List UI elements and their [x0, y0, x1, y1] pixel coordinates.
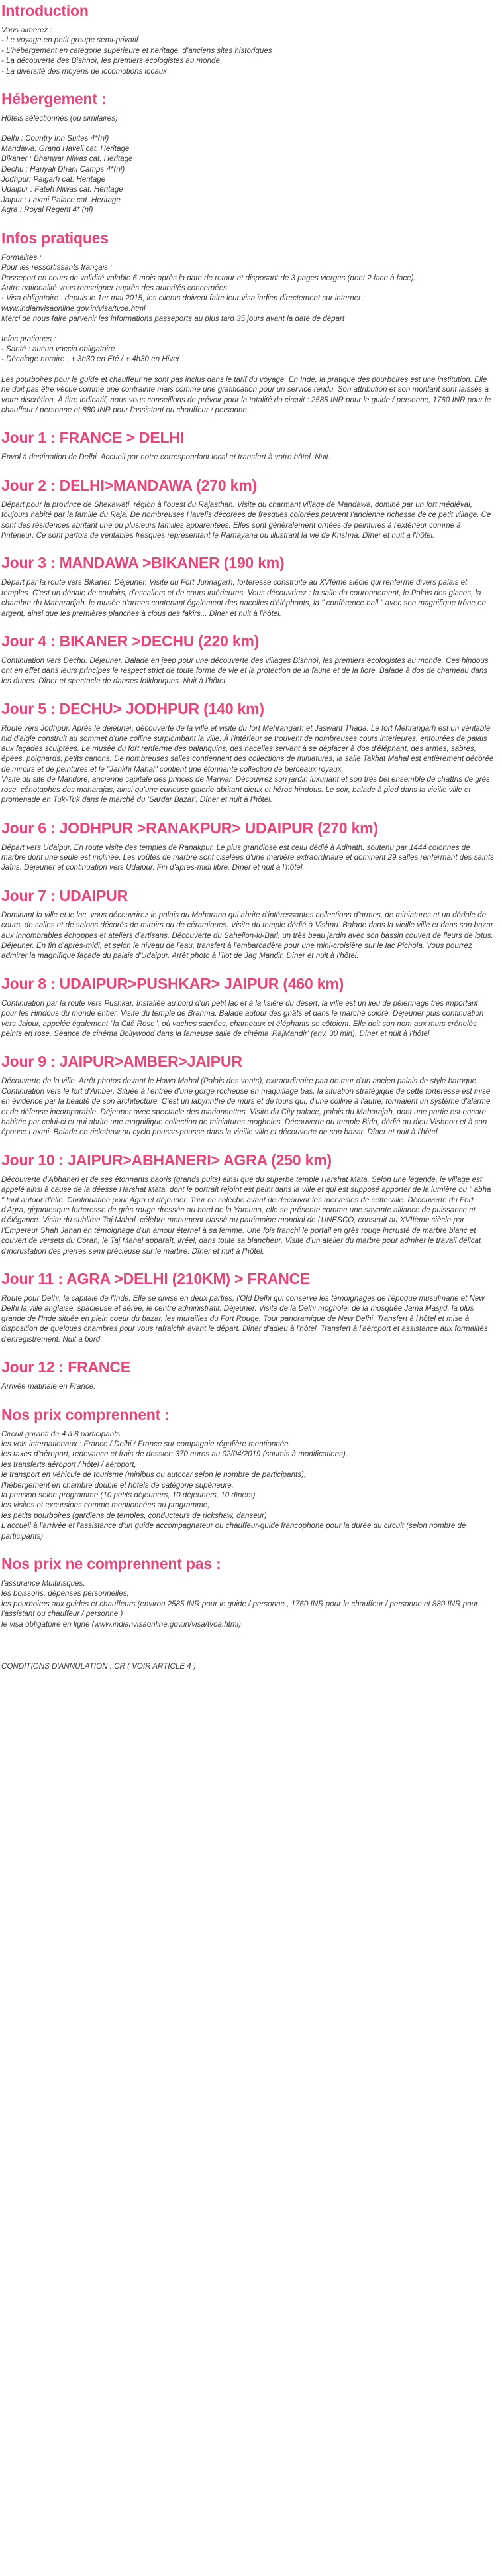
infos-formalites: Formalités : Pour les ressortissants français : Passeport en cours de validité valable 6 mois après la date de retour et disposant de 3 pages vierges (dont 2 face à face). Autre nationalité vous renseigner auprès des autorités concernées. - Visa obligatoire : depuis le 1er mai 2015, les clients doivent faire leur visa indien directement sur internet : www.indianvisaonline.gov.in/visa/tvoa.html Merci de nous faire parvenir les informations passeports au plus tard 35 jours avant la date de départ [1, 253, 416, 323]
day-text: Découverte de la ville. Arrêt photos devant le Hawa Mahal (Palais des vents), extraordinaire pan de mur d'un ancien palais de style baroque. Continuation vers le fort d'Amber. Située à l'entrée d'une gorge rocheuse en maquillage bas, la situation stratégique de cette forteresse est mise en évidence par la beauté de son architecture. C'est un labyrinthe de murs et de tours qui, d'une colline à l'autre, formaient un système d'alarme et de défense incomparable. Déjeuner avec spectacle des marionnettes. Visite du City palace, palais du Maharajah, dont une partie est encore habitée par celui-ci et qui abrite une magnifique collection de miniatures mogholes. Découverte du temple Birla, dédié au dieu Vishnou et à son épouse Laxmi. Balade en rickshaw ou cyclo pousse-pousse dans la vieille ville et découverte de son bazar. Dîner et nuit à l'hôtel. [1, 1077, 491, 1137]
day-title: Jour 2 : DELHI>MANDAWA (270 km) [1, 476, 257, 494]
day-title: Jour 1 : FRANCE > DELHI [1, 429, 184, 447]
day-text: Arrivée matinale en France. [1, 1382, 96, 1391]
day-8 [1, 974, 495, 1039]
day-title: Jour 12 : FRANCE [1, 1358, 130, 1376]
day-5 [1, 699, 495, 805]
day-12 [1, 1358, 495, 1391]
hebergement-subtitle: Hôtels sélectionnés (ou similaires) [1, 114, 118, 123]
day-text: Continuation par la route vers Pushkar. Installée au bord d'un petit lac et à la lisière du désert, la ville est un lieu de pèlerinage très important pour les Hindous du monde entier. Visite du temple de Brahma. Balade autour des ghâts et dans le marché coloré. Déjeuner puis continuation vers Jaipur, appelée également "la Cité Rose", où vaches sacrées, chameaux et éléphants se côtoient. Elle doit son nom aux murs crénelés peints en rose. Séance de cinéma Bollywood dans la fameuse salle de cinéma 'RajMandir' (env. 30 min). Dîner et nuit à l'hôtel. [1, 998, 484, 1038]
infos-title: Infos pratiques [1, 229, 109, 247]
day-title: Jour 11 : AGRA >DELHI (210KM) > FRANCE [1, 1270, 311, 1288]
day-text: Découverte d'Abhaneri et de ses étonnants baoris (grands puits) ainsi que du superbe temple Harshat Mata. Selon une légende, le village est appelé ainsi à cause de la déesse Harshat Mata, dont le portrait rejoint est peint dans la ville et qui est supposé apporter de la lumière ou " abha " tout autour d'elle. Continuation pour Agra et déjeuner. Tour en calèche avant de découvrir les merveilles de cette ville. Découverte du Fort d'Agra, gigantesque forteresse de grès rouge dressée au bord de la Yamuna, elle se présente comme une savante alliance de puissance et d'élégance. Visite du sublime Taj Mahal, célèbre monument classé au patrimoine mondial de l'UNESCO, construit au XVIIème siècle par l'Empereur Shah Jahan en témoignage d'un amour éternel à sa femme. Une fois franchi le portail en grès rouge incrusté de marbre blanc et couvert de versets du Coran, le Taj Mahal apparaît, irréel, dans toute sa blancheur. Visite d'un atelier du marbre pour admirer le travail délicat d'incrustation des pierres semi précieuse sur le marbre. Dîner et nuit à l'hôtel. [1, 1175, 491, 1256]
non-comprend-title: Nos prix ne comprennent pas : [1, 1554, 221, 1572]
day-title: Jour 8 : UDAIPUR>PUSHKAR> JAIPUR (460 km) [1, 974, 344, 992]
day-10 [1, 1151, 495, 1256]
day-text: Départ vers Udaipur. En route visite des temples de Ranakpur. Le plus grandiose est celui dédié à Adinath, soutenu par 1444 colonnes de marbre dont une seule est inclinée. Les voûtes de marbre sont ciselées d'une manière extraordinaire et dominent 29 salles renfermant des saints Jaïns. Déjeuner et continuation vers Udaipur. Fin d'après-midi libre. Dîner et nuit à l'hôtel. [1, 843, 494, 872]
day-2 [1, 476, 495, 541]
day-text: Dominant la ville et le lac, vous découvrirez le palais du Maharana qui abrite d'intéressantes collections d'armes, de miniatures et un dédale de cours, de salles et de salons décorés de miroirs ou de céramiques. Visite du temple dédié à Vishnu. Balade dans la vieille ville et dans son bazar aux innombrables échoppes et ateliers d'artisans. Découverte du Sahelion-ki-Bari, un très beau jardin avec son bassin couvert de fleurs de lotus. Déjeuner. En fin d'après-midi, et selon le niveau de l'eau, transfert à l'embarcadère pour une mini-croisière sur le lac Pichola. Vous pourrez admirer la magnifique façade du palais d'Udaipur. Arrêt photo à l'îlot de Jag Mandir. Dîner et nuit à l'hôtel. [1, 910, 493, 961]
day-title: Jour 10 : JAIPUR>ABHANERI> AGRA (250 km) [1, 1151, 332, 1169]
day-1 [1, 428, 495, 462]
infos-section [1, 229, 495, 416]
hebergement-title: Hébergement : [1, 90, 107, 108]
day-text: Continuation vers Dechu. Déjeuner. Balade en jeep pour une découverte des villages Bishnoï, les premiers écologistes au monde. Ces hindous ont en effet dans leurs principes le respect strict de toute forme de vie et la protection de la faune et de la flore. Balade à dos de chameau dans les dunes. Dîner et spectacle de danses folkloriques. Nuit à l'hôtel. [1, 656, 489, 685]
day-text: Départ pour la province de Shekawati, région à l'ouest du Rajasthan. Visite du charmant village de Mandawa, dominé par un fort médiéval, toujours habité par la famille du Raja. De nombreuses Havelis décorées de fresques colorées peuvent l'ancienne richesse de ce petit village. Ce sont des résidences abritant une ou plusieurs familles apparentées. Elles sont généralement ornées de peintures à l'extérieur comme à l'intérieur. Ce sont parfois de véritables fresques représentant le Ramayana ou illustrant la vie de Krishna. Dîner et nuit à l'hôtel. [1, 500, 491, 540]
day-title: Jour 7 : UDAIPUR [1, 886, 128, 904]
intro-title: Introduction [1, 2, 89, 19]
day-text: Départ par la route vers Bikaner. Déjeuner. Visite du Fort Junnagarh, forteresse construite au XVIème siècle qui renferme divers palais et temples. C'est un dédale de couloirs, d'escaliers et de cours intérieures. Vous découvrirez : la salle du couronnement, le Palais des glaces, la chambre du Maharadjah, le musée d'armes contenant également des nacelles d'éléphants, la " conférence hall " avec son magnifique trône en argent, ainsi que les premières planches à clous des fakirs... Dîner et nuit à l'hôtel. [1, 578, 486, 618]
day-text: Envol à destination de Delhi. Accueil par notre correspondant local et transfert à votre hôtel. Nuit. [1, 453, 331, 462]
day-text: Route vers Jodhpur. Après le déjeuner, découverte de la ville et visite du fort Mehrangarh et Jaswant Thada. Le fort Mehrangarh est un véritable nid d'aigle construit au sommet d'une colline surplombant la ville. À l'intérieur se trouvent de nombreuses cours intérieures, entourées de palais aux façades sculptées. Le musée du fort renferme des palanquins, des nacelles servant à se déplacer à dos d'éléphant, des armes, sabres, épées, poignards, petits canons. De nombreuses salles contiennent des collections de miniatures, la salle Takhat Mahal est entièrement décorée de miroirs et de peintures et le "Jankhi Mahal" contient une étonnante collection de berceaux royaux. Visite du site de Mandore, ancienne capitale des princes de Marwar. Découvrez son jardin luxuriant et son très bel ensemble de chattris de grès rose, cénotaphes des maharajas, ainsi qu'une curieuse galerie abritant dieux et héros hindous. Le soir, balade à pied dans la vieille ville et promenade en Tuk-Tuk dans le marché du 'Sardar Bazar'. Dîner et nuit à l'hôtel. [1, 724, 494, 805]
comprend-list: Circuit garanti de 4 à 8 participants les vols internationaux : France / Delhi / France sur compagnie régulière mentionnée les taxes d'aéroport, redevance et frais de dossier: 370 euros au 02/04/2019 (soumis à modifications), les transferts aéroport / hôtel / aéroport, le transport en véhicule de tourisme (minibus ou autocar selon le nombre de participants), l'hébergement en chambre double et hôtels de catégorie supérieure, la pension selon programme (10 petits déjeuners, 10 déjeuners, 10 dîners) les visites et excursions comme mentionnées au programme, les petits pourboires (gardiens de temples, conducteurs de rickshaw, danseur) L'accueil à l'arrivée et l'assistance d'un guide accompagnateur ou chauffeur-guide francophone pour la durée du circuit (selon nombre de participants) [1, 1429, 466, 1541]
non-comprend-list: l'assurance Multirisques, les boissons, dépenses personnelles, les pourboires aux guides et chauffeurs (environ 2585 INR pour le guide / personne , 1760 INR pour le chauffeur / personne et 880 INR pour l'assistant ou chauffeur / personne ) le visa obligatoire en ligne (www.indianvisaonline.gov.in/visa/tvoa.html) [1, 1578, 478, 1629]
cancellation-conditions: CONDITIONS D'ANNULATION : CR ( VOIR ARTICLE 4 ) [1, 1662, 196, 1670]
comprend-title: Nos prix comprennent : [1, 1405, 170, 1423]
day-title: Jour 9 : JAIPUR>AMBER>JAIPUR [1, 1053, 242, 1071]
day-9 [1, 1052, 495, 1137]
day-title: Jour 6 : JODHPUR >RANAKPUR> UDAIPUR (270 km) [1, 819, 378, 837]
intro-section [1, 1, 495, 76]
infos-pourboires: Les pourboires pour le guide et chauffeur ne sont pas inclus dans le tarif du voyage. En Inde, la pratique des pourboires est une institution. Elle ne doit pas être vécue comme une contrainte mais comme une gratification pour un service rendu. Son attribution et son montant sont laissés à votre discrétion. À titre indicatif, nous vous conseillons de prévoir pour la totalité du circuit : 2585 INR pour le guide / personne, 1760 INR pour le chauffeur / personne et 880 INR pour l'assistant ou chauffeur / personne. [1, 375, 491, 414]
day-4 [1, 632, 495, 686]
hebergement-hotels: Delhi : Country Inn Suites 4*(nl) Mandawa: Grand Haveli cat. Heritage Bikaner : Bhanwar Niwas cat. Heritage Dechu : Hariyali Dhani Camps 4*(nl) Jodhpur: Palgarh cat. Heritage Udaipur : Fateh Niwas cat. Heritage Jaipur : Laxmi Palace cat. Heritage Agra : Royal Regent 4* (nl) [1, 134, 133, 215]
day-11 [1, 1269, 495, 1344]
day-7 [1, 886, 495, 961]
day-title: Jour 5 : DECHU> JODHPUR (140 km) [1, 700, 264, 718]
day-6 [1, 819, 495, 873]
infos-pratiques: Infos pratiques : - Santé : aucun vaccin obligatoire - Décalage horaire : + 3h30 en Eté / + 4h30 en Hiver [1, 334, 180, 364]
day-title: Jour 4 : BIKANER >DECHU (220 km) [1, 632, 260, 650]
day-3 [1, 554, 495, 618]
day-title: Jour 3 : MANDAWA >BIKANER (190 km) [1, 554, 285, 572]
day-text: Route pour Delhi, la capitale de l'Inde. Elle se divise en deux parties, l'Old Delhi qui conserve les témoignages de l'époque musulmane et New Delhi la ville anglaise, spacieuse et aérée, le centre administratif. Déjeuner. Visite de la Delhi moghole, de la mosquée Jama Masjid, la plus grande de l'Inde située en plein coeur du bazar, les murailles du Fort Rouge. Tour panoramique de New Delhi. Transfert à l'hôtel et mise à disposition de quelques chambres pour vous rafraichir avant le départ. Dîner d'adieu à l'hôtel. Transfert à l'aéroport et assistance aux formalités d'enregistrement. Nuit à bord [1, 1294, 488, 1344]
non-comprend-section [1, 1554, 495, 1629]
comprend-section [1, 1405, 495, 1541]
hebergement-section [1, 89, 495, 215]
intro-text: Vous aimerez : - Le voyage en petit groupe semi-privatif - L'hébergement en catégorie supérieure et heritage, d'anciens sites historiques - La découverte des Bishnoï, les premiers écologistes au monde - La diversité des moyens de locomotions locaux [1, 26, 272, 76]
